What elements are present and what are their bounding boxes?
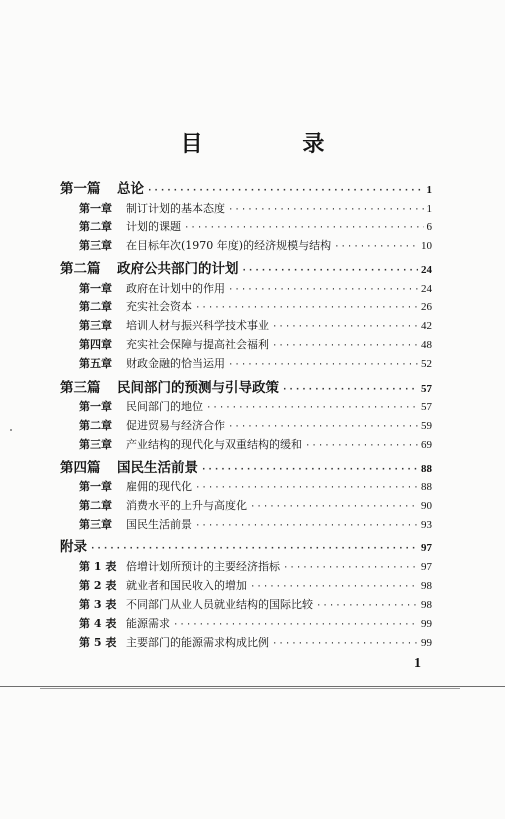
- toc-title: 计划的课题: [126, 220, 181, 233]
- toc-page: 1: [426, 203, 432, 215]
- toc-label: 第四篇: [60, 460, 101, 476]
- toc-page: 59: [421, 420, 432, 432]
- toc-table: [79, 558, 432, 574]
- toc-page: 90: [421, 500, 432, 512]
- toc-page: 99: [421, 637, 432, 649]
- dot-leader: [272, 341, 418, 351]
- toc-chapter: [79, 237, 432, 253]
- toc-label: 第一章: [79, 202, 112, 215]
- dot-leader: [228, 285, 418, 295]
- dot-leader: [283, 563, 418, 573]
- dot-leader: [272, 639, 418, 649]
- toc-page: 69: [421, 439, 432, 451]
- toc-page: 57: [421, 383, 432, 395]
- dot-leader: [242, 266, 419, 276]
- toc-title: 产业结构的现代化与双重结构的缓和: [126, 438, 302, 451]
- dot-leader: [206, 403, 418, 413]
- toc-label: 第 5 表: [79, 636, 117, 649]
- toc-label: 第三章: [79, 518, 112, 531]
- dot-leader: [173, 620, 418, 630]
- toc-title: 培训人材与振兴科学技术事业: [126, 319, 269, 332]
- dot-leader: [305, 441, 418, 451]
- toc-title: 民间部门的地位: [126, 400, 203, 413]
- dot-leader: [90, 544, 418, 554]
- toc-chapter: [79, 218, 432, 234]
- toc-table: [79, 577, 432, 593]
- toc-table: [79, 615, 432, 631]
- toc-title: 民间部门的预测与引导政策: [117, 380, 279, 396]
- toc-label: 第 3 表: [79, 598, 117, 611]
- toc-label: 第三章: [79, 319, 112, 332]
- toc-label: 第二章: [79, 419, 112, 432]
- toc-title: 总论: [117, 181, 144, 197]
- toc-label: 第三篇: [60, 380, 101, 396]
- toc-page: 10: [421, 240, 432, 252]
- dot-leader: [195, 303, 418, 313]
- toc-page: 26: [421, 301, 432, 313]
- toc-chapter: [79, 298, 432, 314]
- toc-page: 24: [421, 264, 432, 276]
- toc-page: 98: [421, 580, 432, 592]
- toc-chapter: [79, 336, 432, 352]
- toc-title: 能源需求: [126, 617, 170, 630]
- toc-chapter: [79, 436, 432, 452]
- toc-chapter: [79, 317, 432, 333]
- toc-label: 第 4 表: [79, 617, 117, 630]
- toc-label: 第 2 表: [79, 579, 117, 592]
- toc-title: 在目标年次(1970 年度)的经济规模与结构: [126, 239, 332, 252]
- toc-title: 政府在计划中的作用: [126, 282, 225, 295]
- toc-title: 倍增计划所预计的主要经济指标: [126, 560, 280, 573]
- toc-title: 雇佣的现代化: [126, 480, 192, 493]
- toc-part-4: [60, 456, 432, 476]
- page-title: 目 录: [180, 132, 371, 157]
- toc-label: 第二章: [79, 220, 112, 233]
- dot-leader: [195, 521, 418, 531]
- toc-title: 主要部门的能源需求构成比例: [126, 636, 269, 649]
- toc-chapter: [79, 280, 432, 296]
- toc-page: 48: [421, 339, 432, 351]
- page-number: 1: [414, 656, 421, 671]
- scan-artifact-line: [0, 686, 505, 687]
- toc-page: 24: [421, 283, 432, 295]
- toc-title: 充实社会资本: [126, 300, 192, 313]
- dot-leader: [334, 242, 418, 252]
- toc-title: 国民生活前景: [126, 518, 192, 531]
- dot-leader: [228, 360, 418, 370]
- scan-speck: [10, 429, 12, 431]
- toc-page: 1: [426, 184, 432, 196]
- toc-title: 财政金融的恰当运用: [126, 357, 225, 370]
- toc-label: 第二章: [79, 300, 112, 313]
- toc-label: 第二篇: [60, 261, 101, 277]
- toc-chapter: [79, 478, 432, 494]
- dot-leader: [195, 483, 418, 493]
- toc-page: 42: [421, 320, 432, 332]
- toc-label: 第一章: [79, 282, 112, 295]
- toc-title: 政府公共部门的计划: [117, 261, 239, 277]
- toc-table: [79, 634, 432, 650]
- toc-page: 88: [421, 463, 432, 475]
- toc-page: 97: [421, 542, 432, 554]
- dot-leader: [250, 502, 418, 512]
- toc-label: 第五章: [79, 357, 112, 370]
- toc-chapter: [79, 398, 432, 414]
- toc-page: 98: [421, 599, 432, 611]
- toc-title: 就业者和国民收入的增加: [126, 579, 247, 592]
- toc-table: [79, 596, 432, 612]
- toc-label: 第一篇: [60, 181, 101, 197]
- toc-part-2: [60, 257, 432, 277]
- toc-title: 促进贸易与经济合作: [126, 419, 225, 432]
- toc-label: 第三章: [79, 239, 112, 252]
- toc-appendix: [60, 535, 432, 555]
- toc-label: 第一章: [79, 480, 112, 493]
- toc-page: 97: [421, 561, 432, 573]
- toc-chapter: [79, 516, 432, 532]
- dot-leader: [228, 422, 418, 432]
- toc-label: 第一章: [79, 400, 112, 413]
- toc-label: 第三章: [79, 438, 112, 451]
- dot-leader: [147, 186, 424, 196]
- toc-title: 充实社会保障与提高社会福利: [126, 338, 269, 351]
- dot-leader: [316, 601, 418, 611]
- toc-page: 99: [421, 618, 432, 630]
- toc-page: 88: [421, 481, 432, 493]
- toc-chapter: [79, 417, 432, 433]
- toc-page: 93: [421, 519, 432, 531]
- dot-leader: [272, 322, 418, 332]
- toc-title: 不同部门从业人员就业结构的国际比较: [126, 598, 313, 611]
- toc-chapter: [79, 200, 432, 216]
- dot-leader: [250, 582, 418, 592]
- toc-chapter: [79, 497, 432, 513]
- toc-title: 消费水平的上升与高度化: [126, 499, 247, 512]
- toc-page: 57: [421, 401, 432, 413]
- toc-title: 国民生活前景: [117, 460, 198, 476]
- dot-leader: [184, 223, 424, 233]
- toc-label: 第 1 表: [79, 560, 117, 573]
- toc-page: 6: [426, 221, 432, 233]
- toc-chapter: [79, 355, 432, 371]
- toc-label: 第二章: [79, 499, 112, 512]
- dot-leader: [201, 465, 418, 475]
- dot-leader: [282, 385, 418, 395]
- toc-label: 第四章: [79, 338, 112, 351]
- dot-leader: [228, 205, 424, 215]
- toc-label: 附录: [60, 539, 87, 555]
- scan-artifact-line: [40, 688, 460, 689]
- toc-title: 制订计划的基本态度: [126, 202, 225, 215]
- toc-part-3: [60, 376, 432, 396]
- toc-page: 52: [421, 358, 432, 370]
- toc-part-1: [60, 177, 432, 197]
